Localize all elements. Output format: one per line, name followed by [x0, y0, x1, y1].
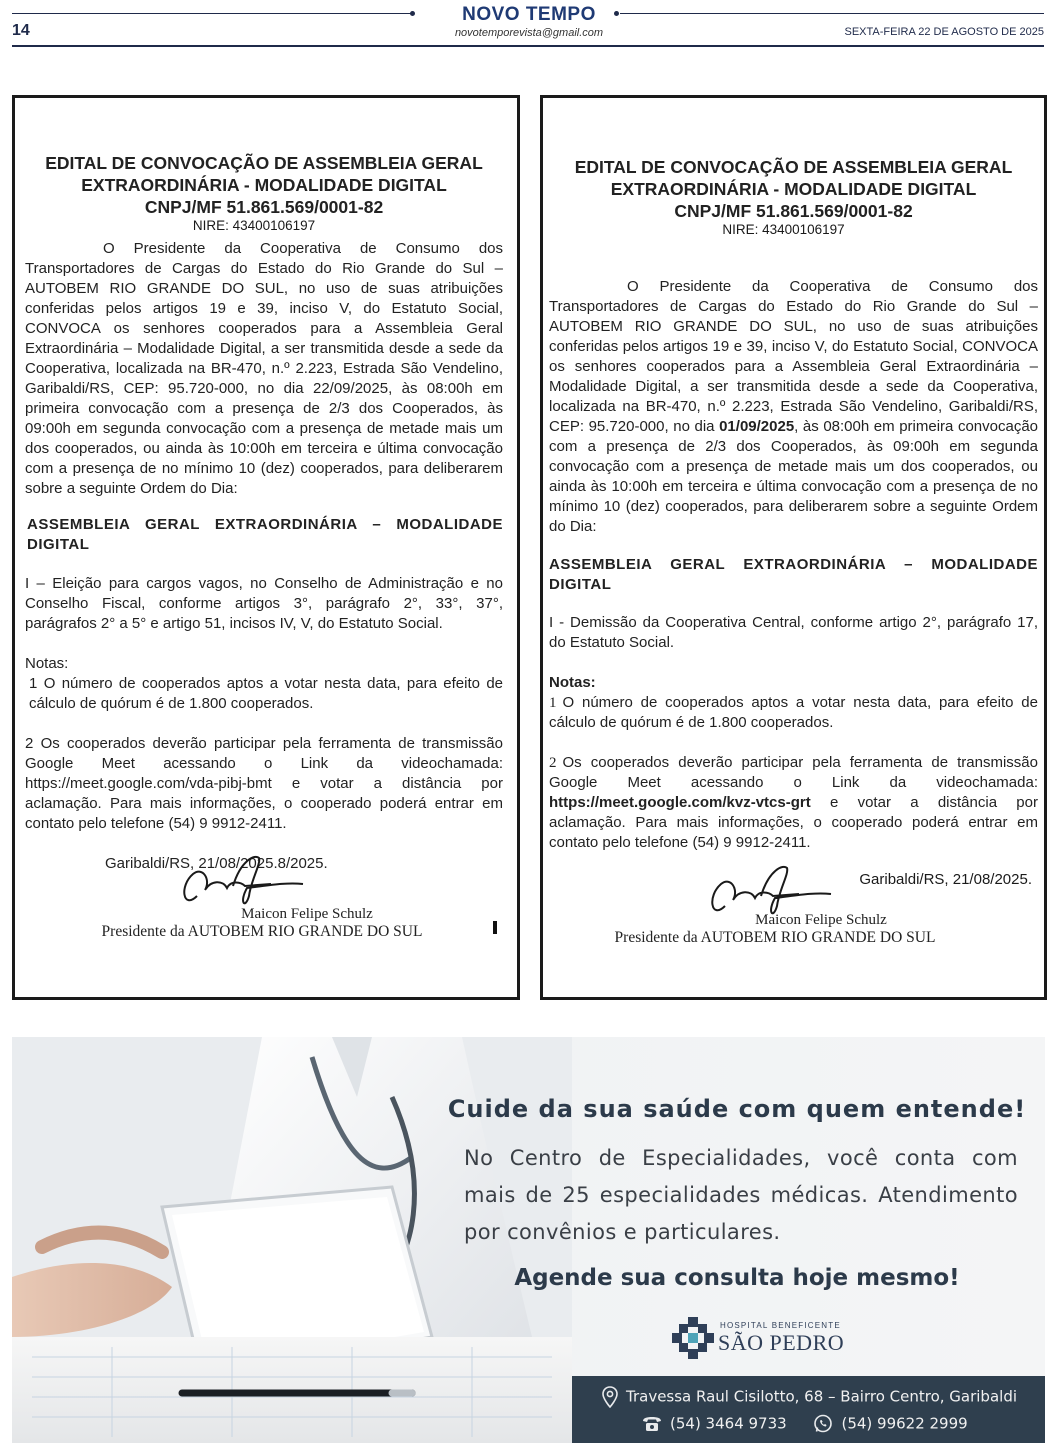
logo-subtitle: HOSPITAL BENEFICENTE	[720, 1321, 841, 1330]
edital-notes-label: Notas:	[549, 674, 596, 691]
edital-title-line2: EXTRAORDINÁRIA - MODALIDADE DIGITAL	[81, 175, 447, 195]
edital-intro: O Presidente da Cooperativa de Consumo dos Transportadores de Cargas do Estado do Rio Grande do Sul – AUTOBEM RIO GRANDE DO SUL, no uso de suas atribuições conferidas pelos artigos 19 e 39, inciso V, do Estatuto Social, CONVOCA os senhores cooperados para a Assembleia Geral Extraordinária – Modalidade Digital, a ser transmitida desde a sede da Cooperativa, localizada na BR-470, n.º 2.223, Estrada São Vendelino, Garibaldi/RS, CEP: 95.720-000, no dia 22/09/2025, às 08:00h em primeira convocação com a presença de 2/3 dos Cooperados, às 09:00h em segunda convocação com a presença de metade mais um dos cooperados, ou ainda às 10:00h em terceira e última convocação com a presença de no mínimo 10 (dez) cooperados, para deliberarem sobre a seguinte Ordem do Dia:	[25, 240, 503, 497]
edital-note-1-number: 1	[549, 695, 557, 711]
edital-left	[12, 95, 520, 1000]
phone-row	[642, 1414, 968, 1434]
edital-note-2-number: 2	[549, 755, 557, 771]
edital-item-1: I – Eleição para cargos vagos, no Conselho de Administração e no Conselho Fiscal, conforme artigos 3°, parágrafo 2°, 33°, 37°, parágrafos 2° a 5° e artigo 51, incisos IV, V, do Estatuto Social.	[25, 575, 503, 632]
edital-place-date: Garibaldi/RS, 21/08/2025.8/2025.	[105, 855, 328, 872]
ad-contact-footer	[572, 1376, 1045, 1443]
meeting-link[interactable]: https://meet.google.com/kvz-vtcs-grt	[549, 794, 811, 811]
cross-logo-icon	[672, 1317, 714, 1359]
issue-date: SEXTA-FEIRA 22 DE AGOSTO DE 2025	[844, 26, 1044, 38]
edital-notes-label: Notas:	[25, 655, 69, 672]
signer-role: Presidente da AUTOBEM RIO GRANDE DO SUL	[614, 929, 936, 946]
edital-note-1-text: O número de cooperados aptos a votar nesta data, para efeito de cálculo de quórum é de 1.800 cooperados.	[549, 694, 1038, 731]
whatsapp-number[interactable]: (54) 99622 2999	[841, 1414, 968, 1433]
masthead-email[interactable]: novotemporevista@gmail.com	[454, 27, 604, 39]
address-row	[602, 1386, 1017, 1408]
phone-icon	[642, 1416, 662, 1432]
signer-name: Maicon Felipe Schulz	[755, 912, 887, 928]
whatsapp-icon	[813, 1414, 833, 1434]
edital-section-title: ASSEMBLEIA GERAL EXTRAORDINÁRIA – MODALIDADE DIGITAL	[549, 556, 1038, 593]
header-rule-right	[620, 13, 1044, 14]
phone-number[interactable]: (54) 3464 9733	[670, 1414, 787, 1433]
edital-cnpj: CNPJ/MF 51.861.569/0001-82	[674, 201, 913, 221]
signer-role: Presidente da AUTOBEM RIO GRANDE DO SUL	[101, 923, 423, 940]
edital-intro-date: 01/09/2025	[719, 418, 795, 435]
ad-headline: Cuide da sua saúde com quem entende!	[447, 1095, 1027, 1123]
edital-intro	[549, 277, 1038, 537]
page-number: 14	[12, 22, 30, 39]
location-pin-icon	[602, 1386, 618, 1408]
edital-title-line2: EXTRAORDINÁRIA - MODALIDADE DIGITAL	[610, 179, 977, 199]
bar-mark	[493, 921, 497, 934]
ad-body: No Centro de Especialidades, você conta com mais de 25 especialidades médicas. Atendimento por convênios e particulares.	[464, 1146, 1018, 1244]
edital-note-2-part1: Os cooperados deverão participar pela ferramenta de transmissão Google Meet acessando o Link da videochamada:	[549, 754, 1038, 791]
header-bottom-rule	[12, 45, 1044, 47]
hospital-ad	[12, 1037, 1045, 1443]
edital-note-2	[549, 753, 1038, 853]
signer-name: Maicon Felipe Schulz	[241, 906, 373, 922]
edital-intro-part2: , às 08:00h em primeira convocação com a presença de 2/3 dos Cooperados, às 09:00h em segunda convocação com a presença de metade mais um dos cooperados, ou ainda às 10:00h em terceira e última convocação com a presença de no mínimo 10 (dez) cooperados, para deliberarem sobre a seguinte Ordem do Dia:	[549, 418, 1039, 535]
edital-cnpj: CNPJ/MF 51.861.569/0001-82	[144, 197, 384, 217]
edital-title-line1: EDITAL DE CONVOCAÇÃO DE ASSEMBLEIA GERAL	[45, 153, 483, 173]
header-dot-left	[410, 11, 415, 16]
hospital-logo	[672, 1315, 872, 1365]
edital-note-2: 2 Os cooperados deverão participar pela ferramenta de transmissão Google Meet acessando o Link da videochamada: https://meet.google.com/vda-pibj-bmt e votar a distância por aclamação. Para mais informações, o cooperado poderá entrar em contato pelo telefone (54) 9 9912-2411.	[25, 735, 503, 832]
edital-title-line1: EDITAL DE CONVOCAÇÃO DE ASSEMBLEIA GERAL	[574, 157, 1013, 177]
edital-nire: NIRE: 43400106197	[722, 222, 845, 237]
edital-item-1: I - Demissão da Cooperativa Central, conforme artigo 2°, parágrafo 17, do Estatuto Social.	[549, 614, 1038, 651]
header-rule-left	[12, 13, 414, 14]
edital-note-1: 1 O número de cooperados aptos a votar nesta data, para efeito de cálculo de quórum é de 1.800 cooperados.	[29, 675, 503, 712]
edital-note-2-part2: e votar a distância por aclamação. Para mais informações, o cooperado poderá entrar em contato pelo telefone (54) 9 9912-2411.	[549, 794, 1038, 851]
masthead-title: NOVO TEMPO	[462, 4, 596, 25]
masthead	[420, 4, 638, 39]
signature-image	[175, 850, 325, 912]
logo-title: SÃO PEDRO	[718, 1330, 845, 1355]
edital-intro-part1: O Presidente da Cooperativa de Consumo dos Transportadores de Cargas do Estado do Rio Grande do Sul – AUTOBEM RIO GRANDE DO SUL, no uso de suas atribuições conferidas pelos artigos 19 e 39, inciso V, do Estatuto Social, CONVOCA os senhores cooperados para a Assembleia Geral Extraordinária – Modalidade Digital, a ser transmitida desde a sede da Cooperativa, localizada na BR-470, n.º 2.223, Estrada São Vendelino, Garibaldi/RS, CEP: 95.720-000, no dia	[549, 278, 1038, 435]
edital-place-date: Garibaldi/RS, 21/08/2025.	[859, 871, 1032, 888]
address-text: Travessa Raul Cisilotto, 68 – Bairro Centro, Garibaldi	[626, 1387, 1018, 1406]
edital-right	[540, 95, 1047, 1000]
edital-section-title: ASSEMBLEIA GERAL EXTRAORDINÁRIA – MODALIDADE DIGITAL	[27, 516, 503, 553]
edital-note-1	[549, 693, 1038, 733]
ad-call-to-action: Agende sua consulta hoje mesmo!	[514, 1265, 960, 1291]
edital-nire: NIRE: 43400106197	[192, 218, 316, 233]
